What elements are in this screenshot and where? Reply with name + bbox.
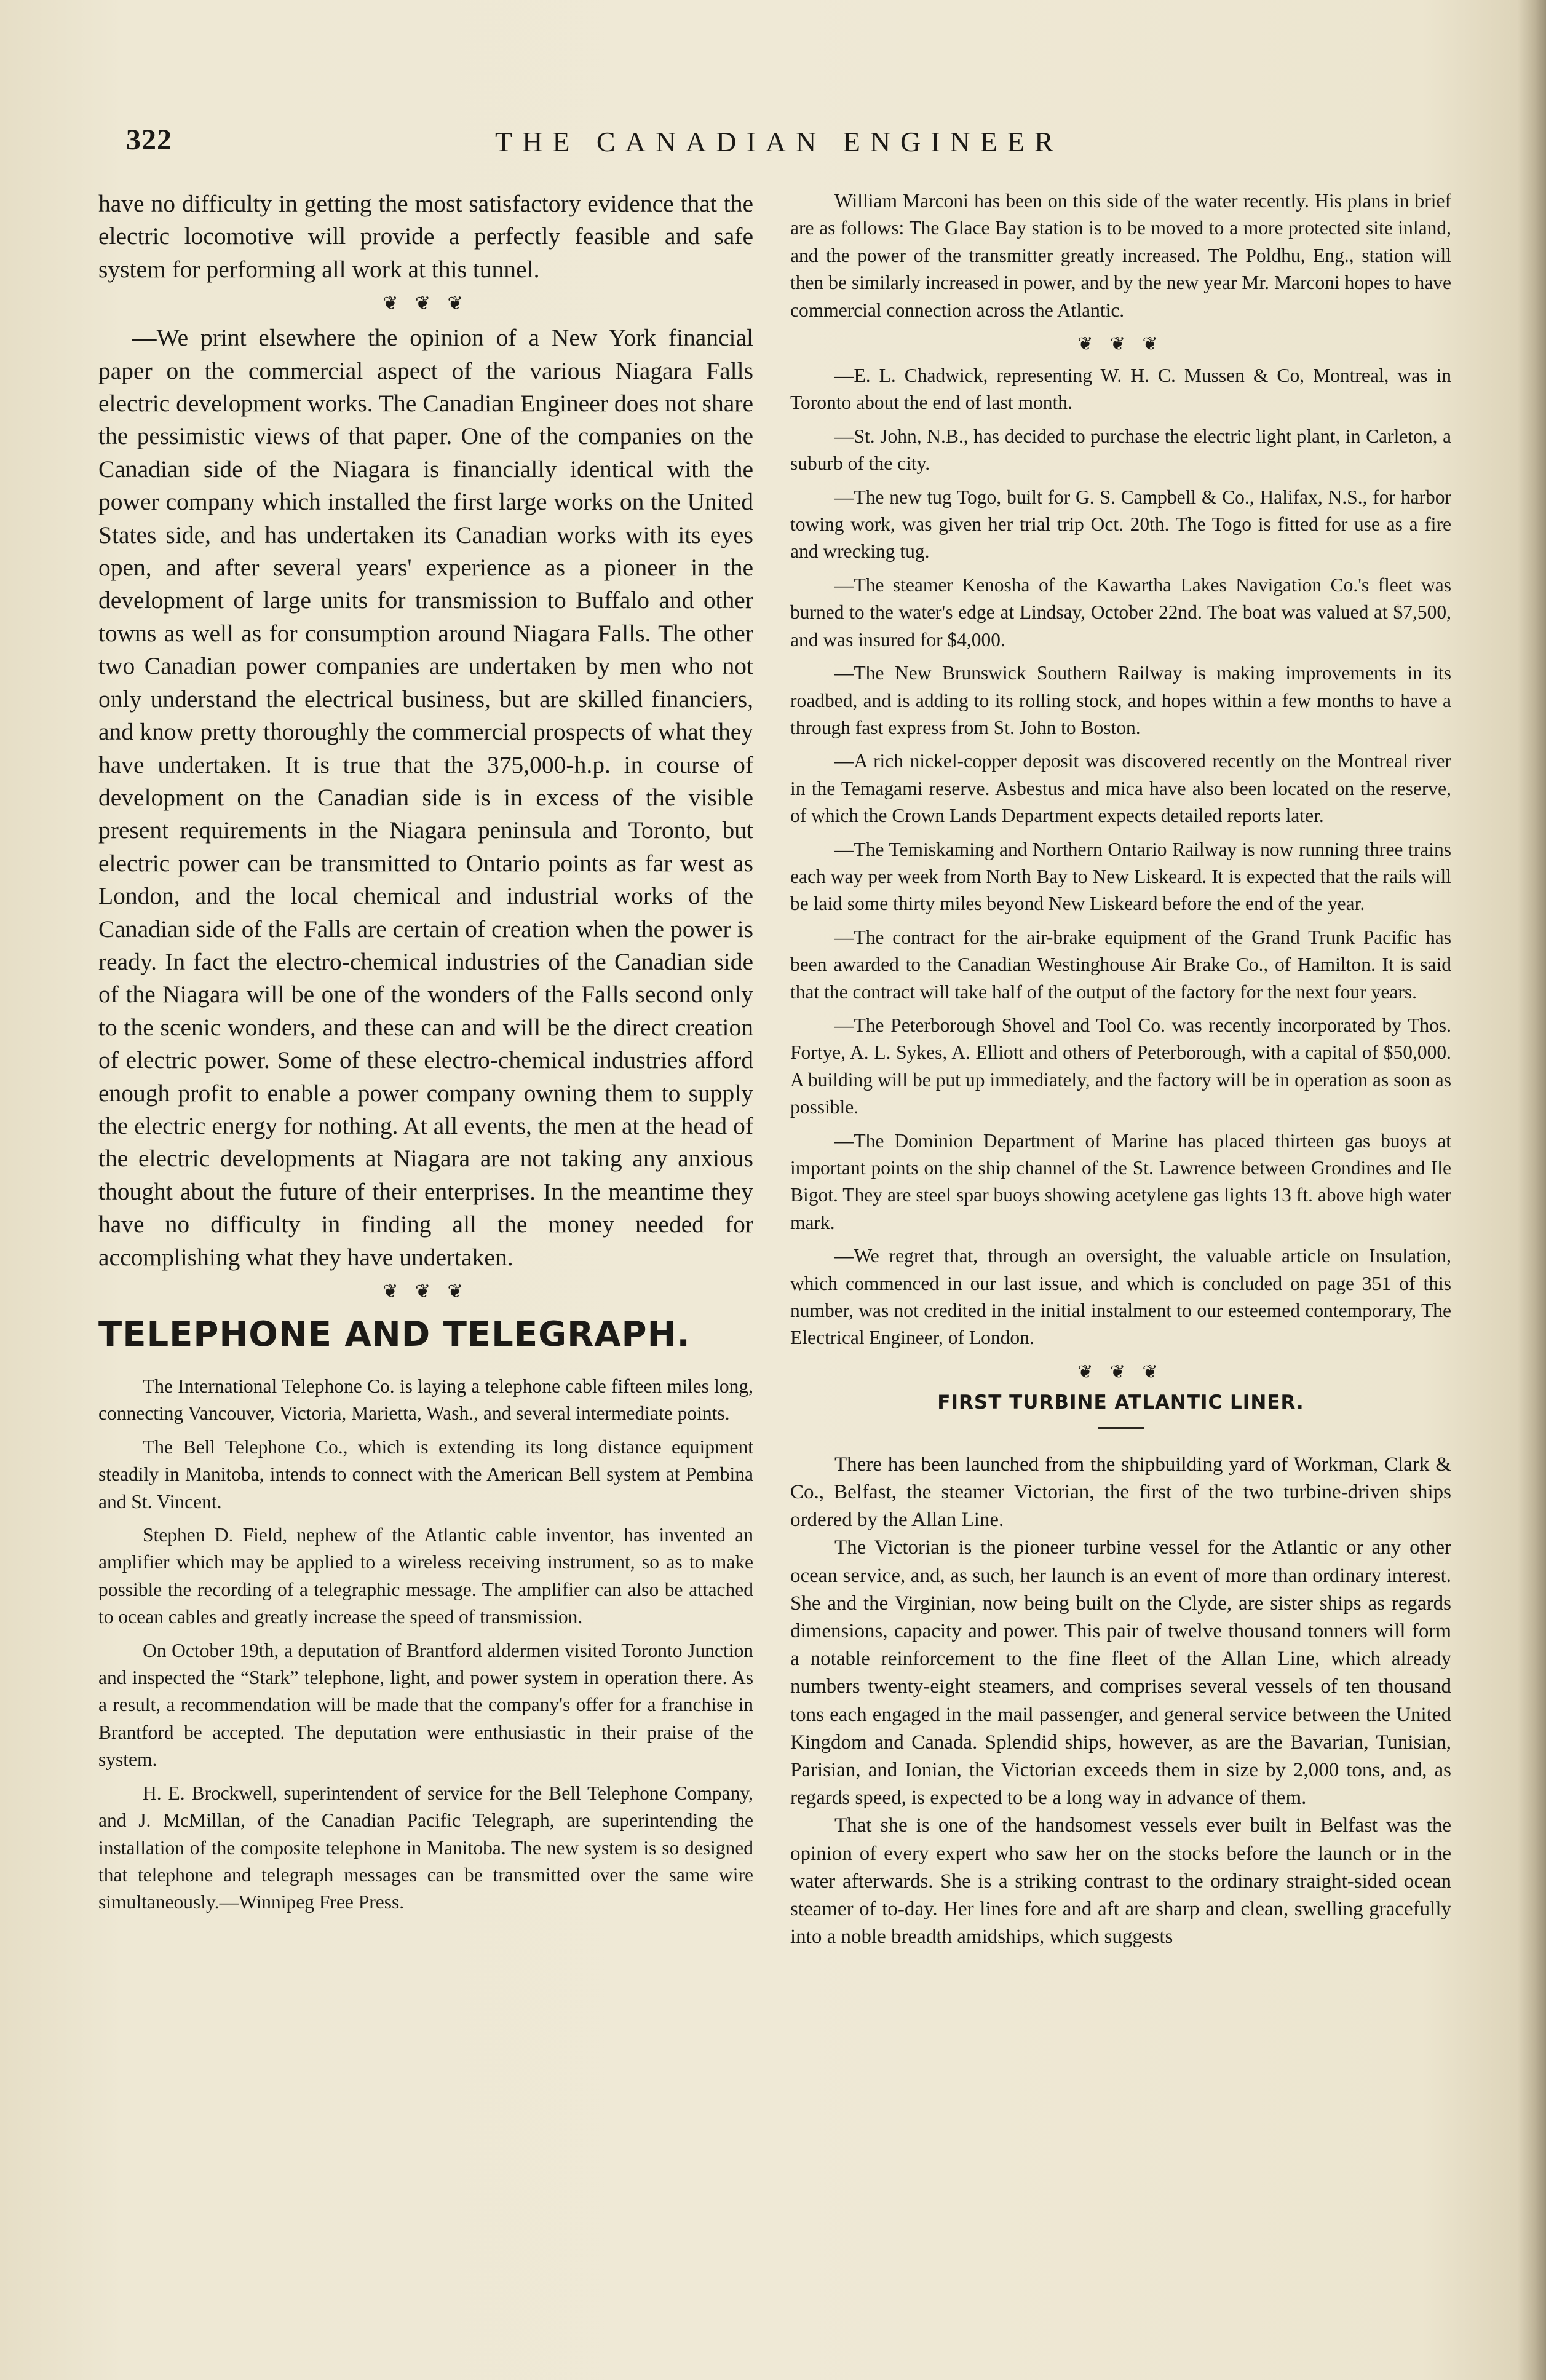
turbine-liner-article [790,1451,1451,1951]
section-heading-telephone-telegraph: TELEPHONE AND TELEGRAPH. [98,1315,691,1354]
news-item: —St. John, N.B., has decided to purchase the electric light plant, in Carleton, a suburb of the city. [790,425,1451,475]
article-paragraph: The Victorian is the pioneer turbine vessel for the Atlantic or any other ocean service, and, as such, her launch is an event of more than ordinary interest. She and the Virginian, now being built on the Clyde, are sister ships as regards dimensions, capacity and power. This pair of twelve thousand tonners will form a notable reinforcement to the fine fleet of the Allan Line, which already numbers twenty-eight steamers, and comprises several vessels of ten thousand tons each engaged in the mail passenger, and general service between the United Kingdom and Canada. Splendid ships, however, as are the Bavarian, Tunisian, Parisian, and Ionian, the Victorian exceeds them in size by 2,000 tons, and, as regards speed, is expected to be a long way in advance of them. [790,1536,1451,1809]
article-paragraph: There has been launched from the shipbuilding yard of Workman, Clark & Co., Belfast, the steamer Victorian, the first of the two turbine-driven ships ordered by the Allan Line. [790,1453,1451,1532]
editorial-text [98,188,753,1274]
news-item: —E. L. Chadwick, representing W. H. C. Mussen & Co, Montreal, was in Toronto about the end of last month. [790,365,1451,414]
article-heading-turbine-liner: FIRST TURBINE ATLANTIC LINER. [937,1391,1304,1413]
news-item: —The Dominion Department of Marine has placed thirteen gas buoys at important points on the ship channel of the St. Lawrence between Grondines and Ile Bigot. They are steel spar buoys showing acetylene gas lights 13 ft. above high water mark. [790,1129,1451,1233]
marconi-note [790,188,1451,324]
journal-title: THE CANADIAN ENGINEER [495,126,1063,157]
news-item: H. E. Brockwell, superintendent of service for the Bell Telephone Company, and J. McMillan, of the Canadian Pacific Telegraph, are superintending the installation of the composite telephone in Manitoba. The new system is so designed that telephone and telegraph messages can be transmitted over the same wire simultaneously.—Winnipeg Free Press. [98,1782,753,1913]
news-item: —The Temiskaming and Northern Ontario Railway is now running three trains each way per week from North Bay to New Liskeard. It is expected that the rails will be laid some thirty miles beyond New Liskeard before the end of the year. [790,838,1451,915]
news-item: —A rich nickel-copper deposit was discovered recently on the Montreal river in the Temagami reserve. Asbestus and mica have also been located on the reserve, of which the Crown Lands Department expects detailed reports later. [790,750,1451,827]
article-paragraph: That she is one of the handsomest vessels ever built in Belfast was the opinion of every expert who saw her on the stocks before the launch or in the water afterwards. She is a striking contrast to the ordinary straight-sided ocean steamer of to-day. Her lines fore and aft are sharp and clean, swelling gracefully into a noble breadth amidships, which suggests [790,1814,1451,1948]
telephone-news-list [98,1373,753,1916]
news-item: The International Telephone Co. is laying a telephone cable fifteen miles long, connecting Vancouver, Victoria, Marietta, Wash., and several intermediate points. [98,1375,753,1425]
news-item: —The contract for the air-brake equipment of the Grand Trunk Pacific has been awarded to the Canadian Westinghouse Air Brake Co., of Hamilton. It is said that the contract will take half of the output of the factory for the next four years. [790,926,1451,1003]
binding-shadow [1518,0,1546,2380]
right-column [790,188,1451,1951]
news-item: William Marconi has been on this side of the water recently. His plans in brief are as follows: The Glace Bay station is to be moved to a more protected site inland, and the power of the transmitter greatly increased. The Poldhu, Eng., station will then be similarly increased in power, and by the new year Mr. Marconi hopes to have commercial connection across the Atlantic. [790,190,1451,321]
ornament-divider: ❦ ❦ ❦ [1077,1361,1164,1382]
personal-industrial-news-list [790,362,1451,1352]
ornament-divider: ❦ ❦ ❦ [383,1281,469,1302]
page-number: 322 [126,124,172,156]
editorial-paragraph: have no difficulty in getting the most satisfactory evidence that the electric locomotive will provide a perfectly feasible and safe system for performing all work at this tunnel. [98,190,753,283]
news-item: —The Peterborough Shovel and Tool Co. was recently incorporated by Thos. Fortye, A. L. Sykes, A. Elliott and others of Peterborough, with a capital of $50,000. A building will be put up immediately, and the factory will be in operation as soon as possible. [790,1014,1451,1118]
ornament-divider: ❦ ❦ ❦ [1077,334,1164,355]
news-item: Stephen D. Field, nephew of the Atlantic cable inventor, has invented an amplifier which may be applied to a wireless receiving instrument, so as to make possible the recording of a telegraphic message. The amplifier can also be attached to ocean cables and greatly increase the speed of transmission. [98,1524,753,1628]
page-header [126,123,1454,172]
news-item: —The steamer Kenosha of the Kawartha Lakes Navigation Co.'s fleet was burned to the water's edge at Lindsay, October 22nd. The boat was valued at $7,500, and was insured for $4,000. [790,574,1451,650]
news-item: —The New Brunswick Southern Railway is making improvements in its roadbed, and is adding to its rolling stock, and hopes within a few months to have a through fast express from St. John to Boston. [790,662,1451,738]
niagara-editorial-paragraph: —We print elsewhere the opinion of a New York financial paper on the commercial aspect of the various Niagara Falls electric development works. The Canadian Engineer does not share the pessimistic views of that paper. One of the companies on the Canadian side of the Niagara is financially identical with the power company which installed the first large works on the United States side, and has undertaken its Canadian works with its eyes open, and after several years' experience as a pioneer in the development of large units for transmission to Buffalo and other towns as well as for consumption around Niagara Falls. The other two Canadian power companies are undertaken by men who not only understand the electrical business, but are skilled financiers, and know pretty thoroughly the commercial prospects of what they have undertaken. It is true that the 375,000-h.p. in course of development on the Canadian side is in excess of the visible present requirements in the Niagara peninsula and Toronto, but electric power can be transmitted to Ontario points as far west as London, and the local chemical and industrial works of the Canadian side of the Falls are certain of creation when the power is ready. In fact the electro-chemical industries of the Canadian side of the Niagara will be one of the wonders of the Falls second only to the scenic wonders, and these can and will be the direct creation of electric power. Some of these electro-chemical industries afford enough profit to enable a power company owning them to supply the electric energy for nothing. At all events, the men at the head of the electric developments at Niagara are not taking any anxious thought about the future of their enterprises. In the meantime they have no difficulty in finding all the money needed for accomplishing what they have undertaken. [98,324,753,1271]
left-column [98,188,753,1923]
news-item: On October 19th, a deputation of Brantford aldermen visited Toronto Junction and inspected the “Stark” telephone, light, and power system in operation there. As a result, a recommendation will be made that the company's offer for a franchise in Brantford be accepted. The deputation were enthusiastic in their praise of the system. [98,1639,753,1771]
news-item: —The new tug Togo, built for G. S. Campbell & Co., Halifax, N.S., for harbor towing work, was given her trial trip Oct. 20th. The Togo is fitted for use as a fire and wrecking tug. [790,486,1451,563]
news-item: —We regret that, through an oversight, the valuable article on Insulation, which commenced in our last issue, and which is concluded on page 351 of this number, was not credited in the initial instalment to our esteemed contemporary, The Electrical Engineer, of London. [790,1245,1451,1349]
ornament-divider: ❦ ❦ ❦ [383,293,469,314]
heading-rule [1098,1427,1144,1429]
news-item: The Bell Telephone Co., which is extending its long distance equipment steadily in Manitoba, intends to connect with the American Bell system at Pembina and St. Vincent. [98,1436,753,1512]
